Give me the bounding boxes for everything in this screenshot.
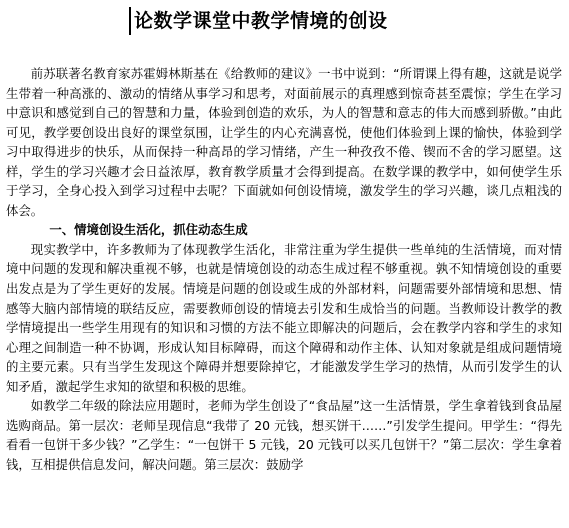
page-title: 论数学课堂中教学情境的创设 — [134, 10, 388, 32]
title-area — [0, 4, 569, 38]
intro-paragraph: 前苏联著名教育家苏霍姆林斯基在《给教师的建议》一书中说到：“所谓课上得有趣，这就是说学生带着一种高涨的、激动的情绪从事学习和思考，对面前展示的真理感到惊奇甚至震惊；学生在学习中意识和感觉到自己的智慧和力量，体验到创造的欢乐，为人的智慧和意志的伟大而感到骄傲。”由此可见，教学要创设出良好的课堂氛围，让学生的内心充满喜悦，使他们体验到上课的愉快，体验到学习中取得进步的快乐，从而保持一种高昂的学习情绪，产生一种孜孜不倦、锲而不舍的学习愿望。这样，学生的学习兴趣才会日益浓厚，教育教学质量才会得到提高。在数学课的教学中，如何使学生乐于学习，全身心投入到学习过程中去呢？下面就如何创设情境，激发学生的学习兴趣，谈几点粗浅的体会。 — [6, 66, 562, 218]
document-body — [6, 64, 562, 474]
section-paragraph-2: 如教学二年级的除法应用题时，老师为学生创设了“食品屋”这一生活情景，学生拿着钱到食品屋选购商品。第一层次：老师呈现信息“我带了 20 元钱，想买饼干……”引发学生提问。甲学生：“得先看看一包饼干多少钱？”乙学生：“一包饼干 5 元钱，20 元钱可以买几包饼干？”第二层次：学生拿着钱，互相提供信息发问，解决问题。第三层次：鼓励学 — [6, 398, 562, 472]
text-cursor — [129, 7, 131, 35]
section-heading: 一、情境创设生活化，抓住动态生成 — [49, 222, 248, 238]
section-paragraph-1: 现实教学中，许多教师为了体现教学生活化，非常注重为学生提供一些单纯的生活情境，而对情境中问题的发现和解决重视不够，也就是情境创设的动态生成过程不够重视。孰不知情境创设的重要出发点是为了学生更好的发展。情境是问题的创设或生成的外部材料，问题需要外部情境和思想、情感等大脑内部情境的联结反应，需要教师创设的情境去引发和生成恰当的问题。当教师设计教学的教学情境提出一些学生用现有的知识和习惯的方法不能立即解决的问题后，会在教学内容和学生的求知心理之间制造一种不协调，形成认知目标障碍，而这个障碍和动作主体、认知对象就是组成问题情境的主要元素。只有当学生发现这个障碍并想要除掉它，才能激发学生学习的热情，从而引发学生的认知矛盾，激起学生求知的欲望和积极的思维。 — [6, 241, 562, 394]
